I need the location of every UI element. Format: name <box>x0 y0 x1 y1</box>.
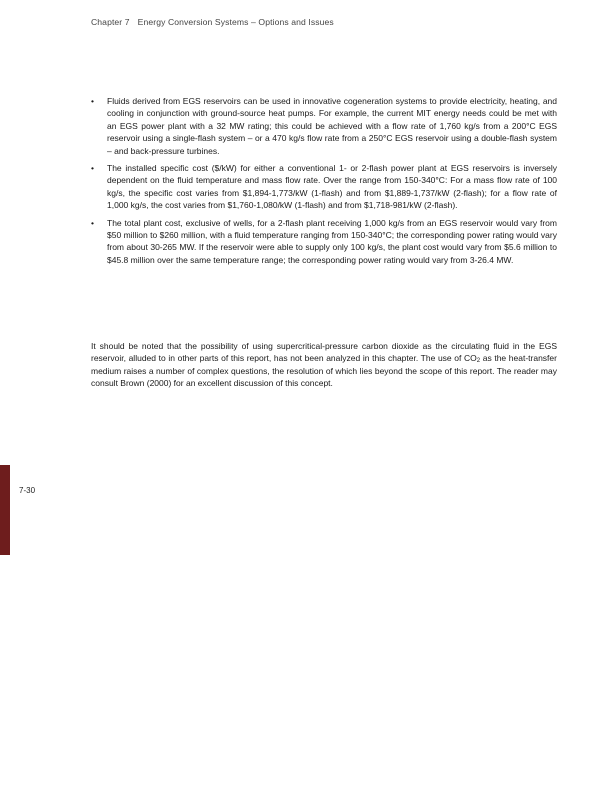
bullet-text: The total plant cost, exclusive of wells, for a 2-flash plant receiving 1,000 kg/s from an EGS reservoir would vary from $50 million to $260 million, with a fluid temperature ranging from 150-340°C; the corresponding power rating would vary from about 30-265 MW. If the reservoir were able to supply only 100 kg/s, the plant cost would vary from $5.6 million to $45.8 million over the same temperature range; the corresponding power rating would vary from 3-26.4 MW. <box>107 217 557 265</box>
bullet-item <box>91 95 557 157</box>
bullet-item <box>91 217 557 267</box>
bullet-icon: • <box>91 217 94 228</box>
header-title: Energy Conversion Systems – Options and Issues <box>137 17 334 27</box>
bullet-item <box>91 162 557 212</box>
paragraph-text-start: It should be noted that the possibility of using supercritical-pressure carbon dioxide as the circulating fluid in the EGS reservoir, alluded to in other parts of this report, has not been analyzed in this chapter. The use of CO <box>91 341 557 364</box>
bullet-icon: • <box>91 163 94 174</box>
bullet-text: Fluids derived from EGS reservoirs can be used in innovative cogeneration systems to provide electricity, heating, and cooling in conjunction with ground-source heat pumps. For example, the current MIT energy needs could be met with an EGS power plant with a 32 MW rating; this could be achieved with a flow rate of 1,760 kg/s from a 200°C EGS reservoir using a single-flash system – or a 470 kg/s flow rate from a 250°C EGS reservoir using a double-flash system – and back-pressure turbines. <box>107 96 557 156</box>
running-header <box>91 17 334 27</box>
bullet-list <box>91 95 557 271</box>
sidebar-color-bar <box>0 465 10 555</box>
paragraph-text-end: as the heat-transfer medium raises a number of complex questions, the resolution of which lies beyond the scope of this report. The reader may consult Brown (2000) for an excellent discussion of this concept. <box>91 353 557 389</box>
header-chapter: Chapter 7 <box>91 17 130 27</box>
body-paragraph <box>91 340 557 390</box>
bullet-icon: • <box>91 96 94 106</box>
page-number: 7-30 <box>19 486 36 495</box>
bullet-text: The installed specific cost ($/kW) for either a conventional 1- or 2-flash power plant at EGS reservoirs is inversely dependent on the fluid temperature and mass flow rate. Over the range from 150-340°C: For a mass flow rate of 100 kg/s, the specific cost varies from $1,894-1,773/kW (1-flash) and from $1,889-1,737/kW (2-flash); for a flow rate of 1,000 kg/s, the cost varies from $1,760-1,080/kW (1-flash) and from $1,718-981/kW (2-flash). <box>107 163 557 211</box>
subscript-2: 2 <box>476 358 481 365</box>
